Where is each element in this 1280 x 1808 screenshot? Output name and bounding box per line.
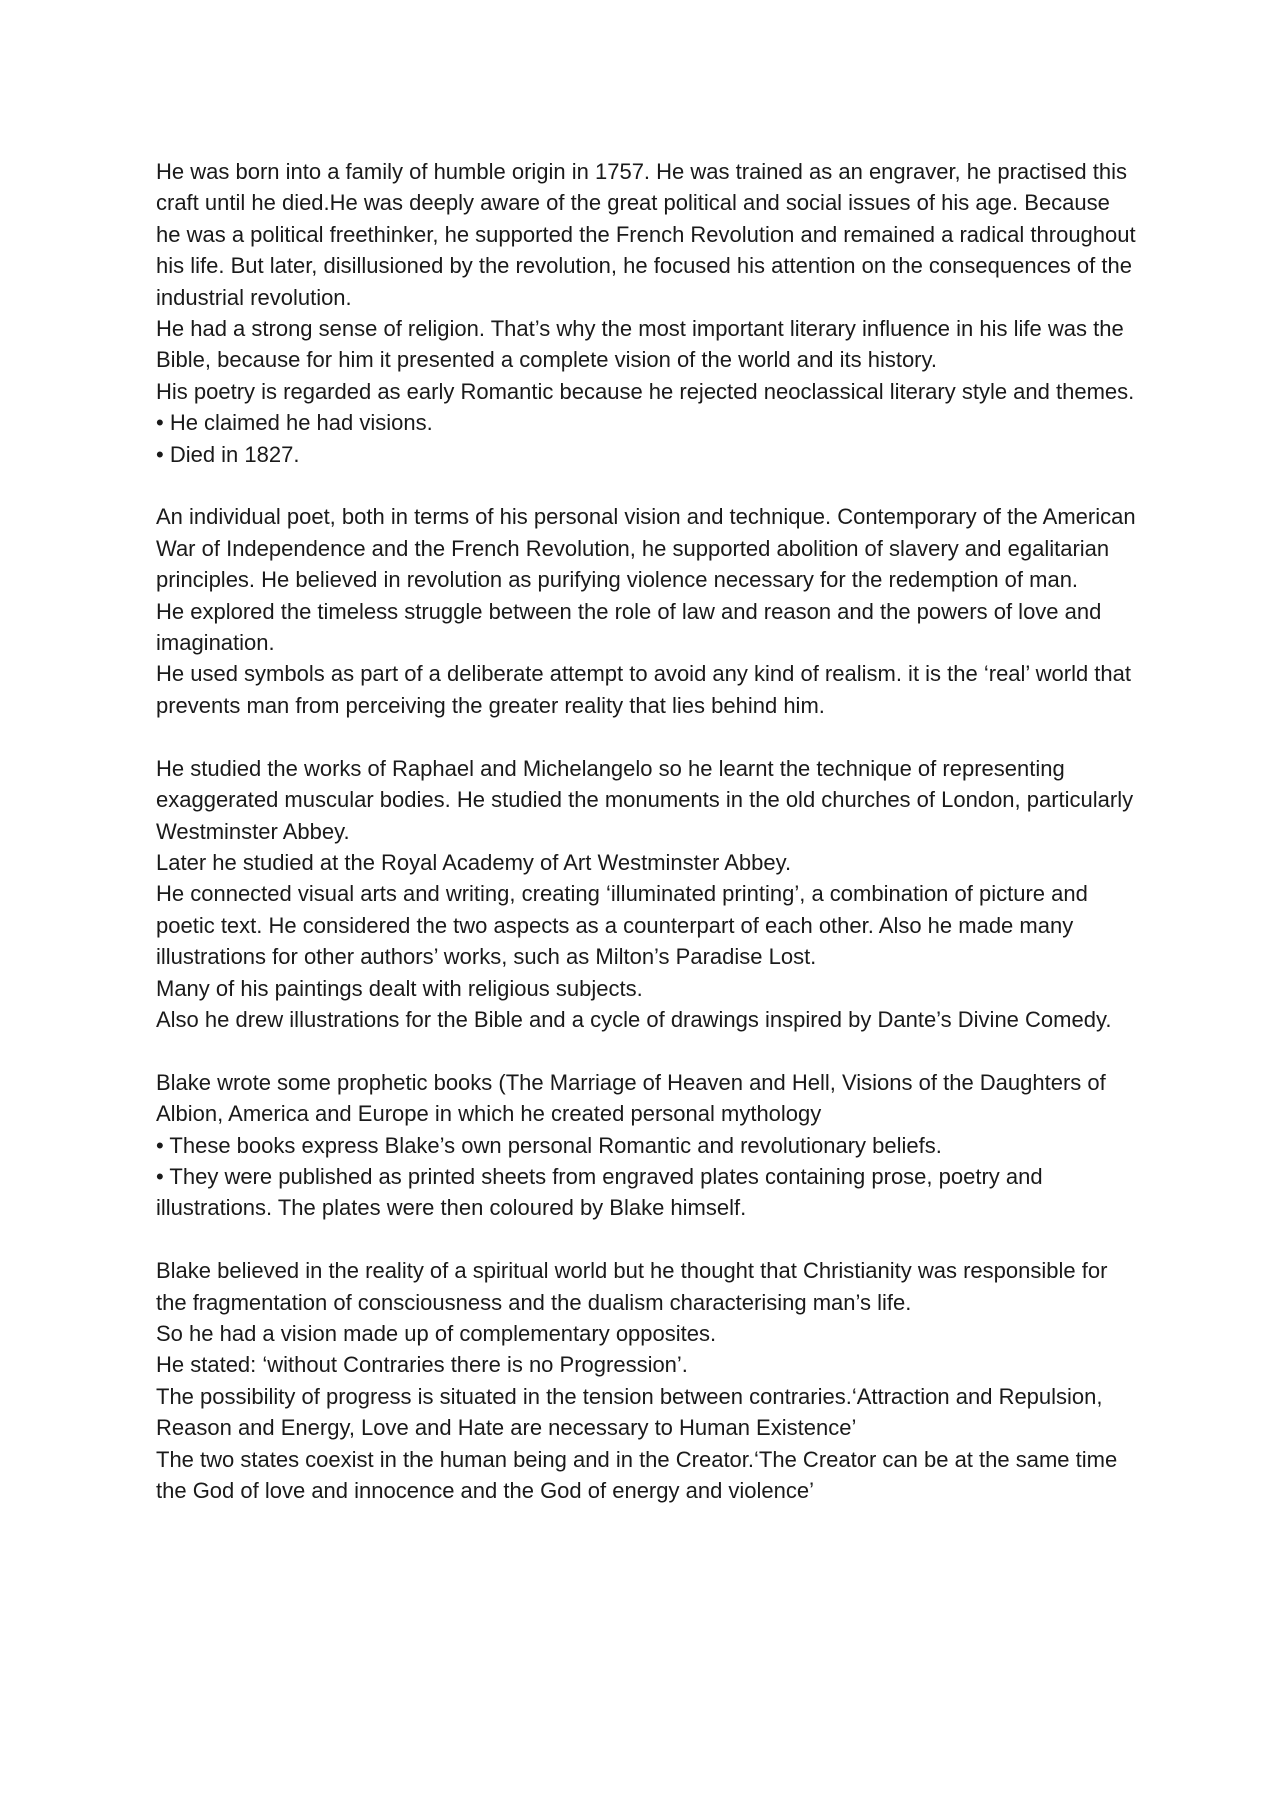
- bullet-item: • These books express Blake’s own personal Romantic and revolutionary beliefs.: [156, 1132, 942, 1158]
- paragraph: He connected visual arts and writing, creating ‘illuminated printing’, a combination of picture and poetic text. He considered the two aspects as a counterpart of each other. Also he made many illustrations for other authors’ works, such as Milton’s Paradise Lost.: [156, 881, 1088, 970]
- paragraph: He had a strong sense of religion. That’s why the most important literary influence in his life was the Bible, because for him it presented a complete vision of the world and its history.: [156, 316, 1124, 373]
- bullet-item: • He claimed he had visions.: [156, 410, 433, 436]
- section-biography: [156, 156, 1136, 470]
- paragraph: He stated: ‘without Contraries there is no Progression’.: [156, 1352, 688, 1378]
- paragraph: Blake wrote some prophetic books (The Marriage of Heaven and Hell, Visions of the Daughters of Albion, America and Europe in which he created personal mythology: [156, 1069, 1106, 1127]
- section-visual-arts: [156, 753, 1136, 1036]
- paragraph: Also he drew illustrations for the Bible and a cycle of drawings inspired by Dante’s Divine Comedy.: [156, 1006, 1112, 1032]
- section-individual-poet: [156, 501, 1136, 721]
- paragraph: Blake believed in the reality of a spiritual world but he thought that Christianity was responsible for the fragmentation of consciousness and the dualism characterising man’s life.: [156, 1258, 1108, 1315]
- section-contraries: [156, 1255, 1136, 1506]
- paragraph: He explored the timeless struggle between the role of law and reason and the powers of love and imagination.: [156, 598, 1102, 656]
- paragraph: The two states coexist in the human being and in the Creator.‘The Creator can be at the same time the God of love and innocence and the God of energy and violence’: [156, 1446, 1118, 1503]
- bullet-item: • They were published as printed sheets from engraved plates containing prose, poetry and illustrations. The plates were then coloured by Blake himself.: [156, 1163, 1043, 1221]
- paragraph: He was born into a family of humble origin in 1757. He was trained as an engraver, he practised this craft until he died.He was deeply aware of the great political and social issues of his age. Because he was a political freethinker, he supported the French Revolution and remained a radical throughout his life. But later, disillusioned by the revolution, he focused his attention on the consequences of the industrial revolution.: [156, 159, 1136, 310]
- paragraph: He studied the works of Raphael and Michelangelo so he learnt the technique of representing exaggerated muscular bodies. He studied the monuments in the old churches of London, particularly Westminster Abbey.: [156, 755, 1134, 844]
- document-body: [156, 156, 1136, 1506]
- section-prophetic-books: [156, 1067, 1136, 1224]
- paragraph: His poetry is regarded as early Romantic because he rejected neoclassical literary style and themes.: [156, 378, 1135, 404]
- paragraph: An individual poet, both in terms of his personal vision and technique. Contemporary of the American War of Independence and the French Revolution, he supported abolition of slavery and egalitarian principles. He believed in revolution as purifying violence necessary for the redemption of man.: [156, 504, 1136, 593]
- paragraph: Later he studied at the Royal Academy of Art Westminster Abbey.: [156, 849, 792, 875]
- paragraph: So he had a vision made up of complementary opposites.: [156, 1320, 717, 1346]
- bullet-item: • Died in 1827.: [156, 441, 300, 467]
- paragraph: Many of his paintings dealt with religious subjects.: [156, 975, 643, 1001]
- paragraph: The possibility of progress is situated in the tension between contraries.‘Attraction and Repulsion, Reason and Energy, Love and Hate are necessary to Human Existence’: [156, 1383, 1103, 1441]
- paragraph: He used symbols as part of a deliberate attempt to avoid any kind of realism. it is the ‘real’ world that prevents man from perceiving the greater reality that lies behind him.: [156, 661, 1131, 718]
